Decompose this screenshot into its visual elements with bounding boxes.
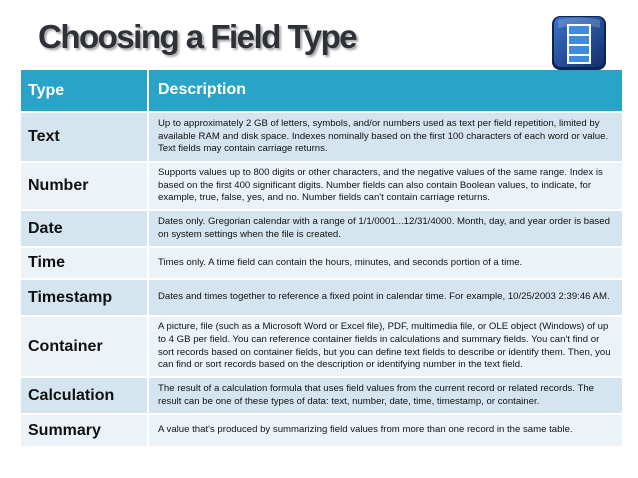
row-type: Number (21, 163, 149, 209)
row-description: A picture, file (such as a Microsoft Word or Excel file), PDF, multimedia file, or OLE object (Windows) of up to 4 GB per field. You can reference container fields in calculations and summary fields. You can't find or sort records based on container fields, but you can define text fields to describe or identify them. Then, you can find or sort records based on the description or identifying number in the text field. (158, 321, 611, 371)
row-description: Dates only. Gregorian calendar with a range of 1/1/0001...12/31/4000. Month, day, and year order is based on system settings when the file is created. (158, 215, 610, 240)
table-row (21, 315, 622, 376)
row-description: Supports values up to 800 digits or other characters, and the negative values of the same range. Index is based on the first 400 significant digits. Number fields can also contain Boolean values, to indicate, for example, true, false, yes, and no. Number fields can't contain carriage returns. (158, 167, 603, 204)
table-database-icon (550, 14, 608, 72)
row-type: Time (21, 248, 149, 278)
row-type: Calculation (21, 378, 149, 413)
field-type-table (21, 70, 622, 446)
row-description: The result of a calculation formula that uses field values from the current record or related records. The result can be one of these types of data: text, number, date, time, timestamp, or container. (158, 382, 595, 407)
row-type: Date (21, 211, 149, 246)
row-description: Up to approximately 2 GB of letters, symbols, and/or numbers used as text per field repetition, limited by available RAM and disk space. Indexes nominally based on the first 100 characters of each word or value. Text fields may contain carriage returns. (158, 118, 609, 155)
table-row (21, 376, 622, 413)
row-description: A value that's produced by summarizing field values from more than one record in the same table. (158, 424, 573, 436)
row-type: Container (21, 317, 149, 376)
table-row (21, 413, 622, 446)
table-row (21, 278, 622, 315)
table-row (21, 209, 622, 246)
table-row (21, 161, 622, 209)
page-title: Choosing a Field Type (38, 18, 357, 55)
row-type: Summary (21, 415, 149, 446)
row-description: Dates and times together to reference a fixed point in calendar time. For example, 10/25/2003 2:39:46 AM. (158, 291, 610, 303)
header-description: Description (158, 81, 247, 99)
row-description: Times only. A time field can contain the hours, minutes, and seconds portion of a time. (158, 256, 523, 268)
table-row (21, 246, 622, 278)
table-header (21, 70, 622, 111)
table-row (21, 111, 622, 161)
row-type: Text (21, 113, 149, 161)
header-type: Type (21, 70, 149, 111)
row-type: Timestamp (21, 280, 149, 315)
